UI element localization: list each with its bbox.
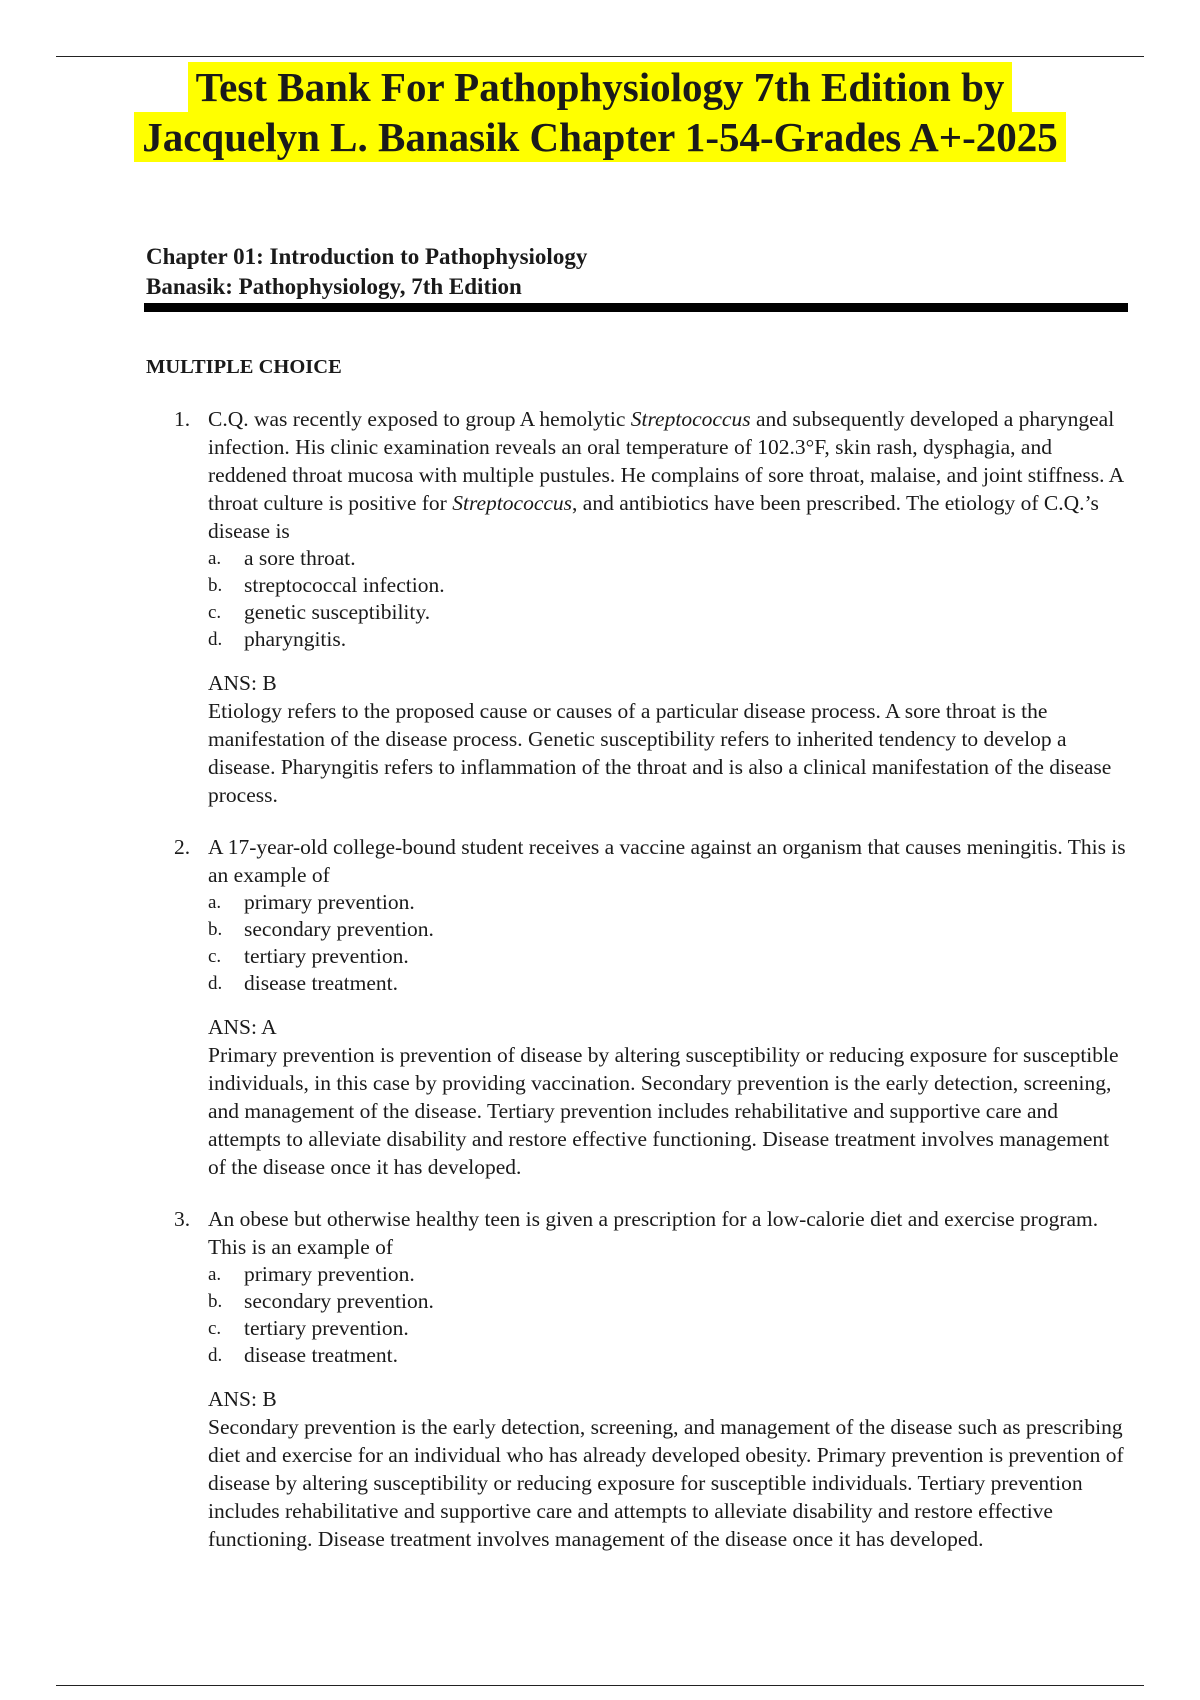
choice-a: [208, 1261, 1132, 1288]
choice-d: [208, 970, 1132, 997]
rationale: Secondary prevention is the early detection, screening, and management of the disease such as prescribing diet and exercise for an individual who has already developed obesity. Primary prevention is prevention of disease by altering susceptibility or reducing exposure for susceptible individuals. Tertiary prevention includes rehabilitative and supportive care and attempts to alleviate disability and restore effective functioning. Disease treatment involves management of the disease once it has developed.: [208, 1415, 1124, 1551]
rationale: Etiology refers to the proposed cause or causes of a particular disease process. A sore throat is the manifestation of the disease process. Genetic susceptibility refers to inherited tendency to develop a disease. Pharyngitis refers to inflammation of the throat and is also a clinical manifestation of the disease process.: [208, 699, 1112, 807]
choice-letter: b.: [208, 575, 223, 596]
choice-letter: c.: [208, 602, 222, 623]
stem-text: and subsequently developed a pharyngeal infection. His clinic examination reveals an oral temperature of 102.3°F, skin rash, dysphagia, and reddened throat mucosa with multiple pustules. He complains of sore throat, malaise, and joint stiffness. A throat culture is positive for: [208, 407, 1123, 515]
choice-text: tertiary prevention.: [244, 1316, 409, 1340]
choice-text: primary prevention.: [244, 890, 415, 914]
choice-text: pharyngitis.: [244, 627, 347, 651]
title-line-2: Jacquelyn L. Banasik Chapter 1-54-Grades A+-2025: [134, 112, 1066, 162]
choice-d: [208, 626, 1132, 653]
question-stem: A 17-year-old college-bound student receives a vaccine against an organism that causes meningitis. This is an example of: [208, 835, 1126, 887]
question-number: 1.: [174, 407, 191, 431]
document-title: [0, 62, 1200, 162]
choice-text: a sore throat.: [244, 546, 356, 570]
choice-text: secondary prevention.: [244, 1289, 434, 1313]
question-2: [172, 833, 1132, 1181]
choice-a: [208, 545, 1132, 572]
choice-text: disease treatment.: [244, 1343, 399, 1367]
choice-letter: d.: [208, 1345, 223, 1366]
choice-b: [208, 1288, 1132, 1315]
choice-c: [208, 599, 1132, 626]
choice-letter: b.: [208, 919, 223, 940]
answer-key: ANS: B: [208, 1387, 277, 1411]
answer-key: ANS: A: [208, 1015, 277, 1039]
choice-letter: a.: [208, 892, 222, 913]
choice-letter: d.: [208, 973, 223, 994]
question-3: [172, 1205, 1132, 1553]
chapter-title: Chapter 01: Introduction to Pathophysiology: [146, 244, 588, 269]
choice-b: [208, 572, 1132, 599]
book-line: Banasik: Pathophysiology, 7th Edition: [146, 274, 522, 299]
choice-letter: b.: [208, 1291, 223, 1312]
rationale: Primary prevention is prevention of disease by altering susceptibility or reducing exposure for susceptible individuals, in this case by providing vaccination. Secondary prevention is the early detection, screening, and management of the disease. Tertiary prevention includes rehabilitative and supportive care and attempts to alleviate disability and restore effective functioning. Disease treatment involves management of the disease once it has developed.: [208, 1043, 1119, 1179]
stem-text: , and antibiotics have been prescribed. The etiology of C.Q.’s disease is: [208, 491, 1099, 543]
question-number: 3.: [174, 1207, 191, 1231]
choice-letter: a.: [208, 1264, 222, 1285]
choice-list: [208, 889, 1132, 997]
heading-divider: [144, 303, 1128, 312]
choice-text: secondary prevention.: [244, 917, 434, 941]
choice-b: [208, 916, 1132, 943]
chapter-heading: [146, 242, 587, 302]
top-rule: [56, 56, 1144, 57]
choice-letter: d.: [208, 629, 223, 650]
choice-text: genetic susceptibility.: [244, 600, 431, 624]
choice-c: [208, 1315, 1132, 1342]
question-list: [172, 405, 1132, 1577]
choice-list: [208, 545, 1132, 653]
question-stem: An obese but otherwise healthy teen is given a prescription for a low-calorie diet and exercise program. This is an example of: [208, 1207, 1099, 1259]
answer-key: ANS: B: [208, 671, 277, 695]
choice-text: primary prevention.: [244, 1262, 415, 1286]
title-line-1: Test Bank For Pathophysiology 7th Edition by: [188, 62, 1013, 112]
choice-text: tertiary prevention.: [244, 944, 409, 968]
choice-list: [208, 1261, 1132, 1369]
question-stem: [208, 405, 1132, 545]
choice-a: [208, 889, 1132, 916]
question-1: [172, 405, 1132, 809]
choice-text: disease treatment.: [244, 971, 399, 995]
choice-d: [208, 1342, 1132, 1369]
section-label: MULTIPLE CHOICE: [146, 356, 342, 378]
choice-letter: c.: [208, 946, 222, 967]
bottom-rule: [56, 1685, 1144, 1686]
choice-text: streptococcal infection.: [244, 573, 445, 597]
stem-italic-term: Streptococcus: [452, 491, 573, 515]
stem-text: C.Q. was recently exposed to group A hemolytic: [208, 407, 631, 431]
stem-italic-term: Streptococcus: [630, 407, 751, 431]
choice-letter: c.: [208, 1318, 222, 1339]
choice-letter: a.: [208, 548, 222, 569]
choice-c: [208, 943, 1132, 970]
question-number: 2.: [174, 835, 191, 859]
